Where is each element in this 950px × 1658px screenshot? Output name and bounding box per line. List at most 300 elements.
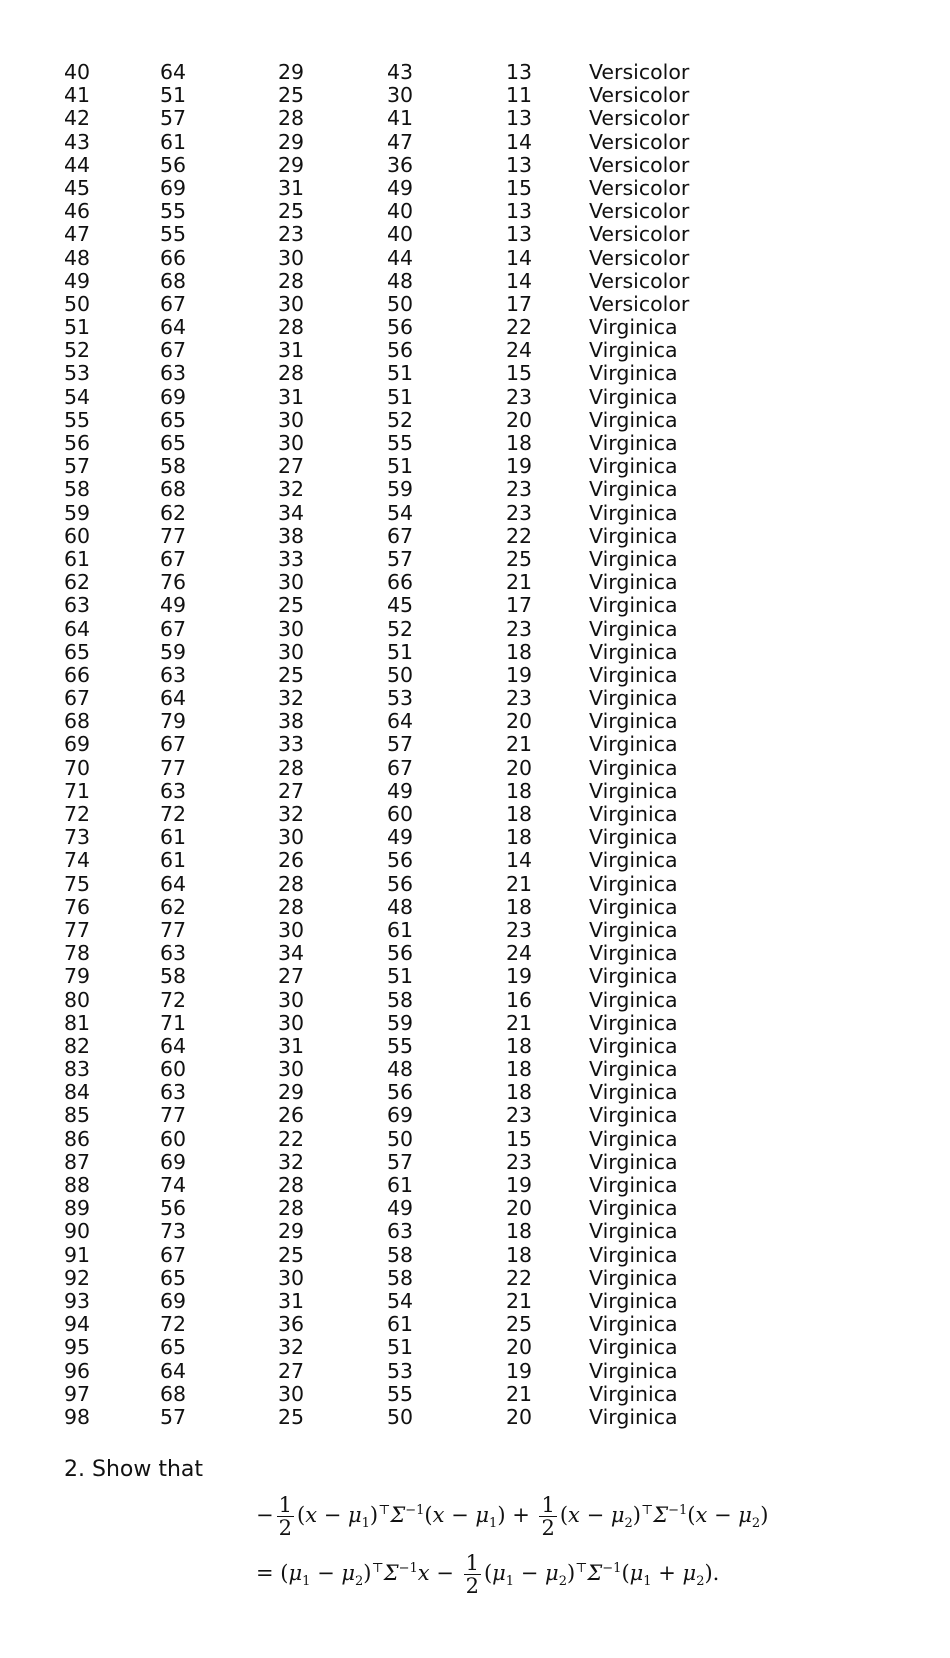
table-cell: 65 [64,639,91,664]
species-cell: Virginica [589,1242,678,1267]
table-cell: 48 [387,894,414,919]
table-row [64,293,864,316]
table-cell: 60 [160,1126,187,1151]
table-cell: 58 [387,1265,414,1290]
table-cell: 63 [160,941,187,966]
table-cell: 55 [387,431,414,455]
table-cell: 76 [160,570,187,595]
table-row [64,733,864,756]
table-cell: 18 [506,825,533,850]
table-cell: 65 [160,1335,187,1360]
table-cell: 22 [506,523,533,548]
table-cell: 20 [506,407,533,432]
table-cell: 34 [278,941,305,966]
table-cell: 84 [64,1080,91,1105]
table-cell: 13 [506,60,533,84]
table-cell: 85 [64,1103,91,1128]
species-cell: Virginica [589,384,678,409]
table-cell: 19 [506,1173,533,1197]
table-cell: 67 [387,755,414,780]
table-cell: 23 [506,1103,533,1128]
table-cell: 28 [278,106,305,131]
species-cell: Versicolor [589,291,690,316]
table-cell: 74 [64,848,91,873]
table-cell: 54 [387,500,414,525]
species-cell: Virginica [589,1312,678,1337]
species-cell: Virginica [589,709,678,734]
table-row [64,1406,864,1429]
table-cell: 29 [278,152,305,177]
table-cell: 33 [278,732,305,757]
species-cell: Virginica [589,523,678,548]
table-cell: 29 [278,1219,305,1244]
table-cell: 23 [278,222,305,247]
table-cell: 64 [160,1358,187,1383]
table-cell: 50 [387,291,414,316]
fraction: $\frac{1}{2}$ [541,1493,555,1540]
table-cell: 80 [64,987,91,1012]
table-row [64,803,864,826]
table-row [64,919,864,942]
table-cell: 66 [64,662,91,687]
table-cell: 21 [506,1010,533,1035]
table-cell: 13 [506,222,533,247]
table-row [64,525,864,548]
table-cell: 30 [278,1010,305,1035]
table-cell: 50 [387,1404,414,1429]
table-cell: 30 [278,825,305,850]
table-row [64,154,864,177]
table-cell: 30 [278,245,305,270]
species-cell: Virginica [589,1103,678,1128]
table-row [64,826,864,849]
species-cell: Virginica [589,686,678,711]
table-cell: 56 [387,338,414,363]
species-cell: Virginica [589,616,678,641]
table-cell: 72 [64,802,91,826]
table-cell: 64 [160,686,187,711]
table-row [64,1383,864,1406]
table-cell: 30 [278,1057,305,1082]
table-cell: 49 [160,593,187,618]
table-row [64,502,864,525]
table-cell: 93 [64,1288,91,1313]
table-cell: 23 [506,686,533,711]
species-cell: Versicolor [589,175,690,200]
table-row [64,989,864,1012]
table-cell: 13 [506,199,533,224]
species-cell: Versicolor [589,245,690,270]
table-cell: 30 [278,1265,305,1290]
table-cell: 40 [387,199,414,224]
table-cell: 51 [160,83,187,108]
table-cell: 28 [278,1196,305,1221]
species-cell: Virginica [589,1149,678,1174]
table-cell: 24 [506,338,533,363]
species-cell: Virginica [589,732,678,757]
table-cell: 57 [160,106,187,131]
species-cell: Virginica [589,848,678,873]
table-row [64,1220,864,1243]
table-cell: 76 [64,894,91,919]
table-cell: 27 [278,778,305,803]
table-cell: 17 [506,593,533,618]
table-cell: 72 [160,1312,187,1337]
table-row [64,432,864,455]
table-cell: 47 [387,129,414,154]
table-cell: 95 [64,1335,91,1360]
species-cell: Virginica [589,1196,678,1221]
table-cell: 30 [278,616,305,641]
table-cell: 18 [506,1219,533,1244]
species-cell: Virginica [589,338,678,363]
species-cell: Virginica [589,315,678,340]
table-cell: 63 [387,1219,414,1244]
table-cell: 65 [160,1265,187,1290]
table-cell: 15 [506,1126,533,1151]
table-cell: 28 [278,361,305,386]
species-cell: Virginica [589,1381,678,1406]
table-cell: 56 [387,1080,414,1105]
table-row [64,316,864,339]
table-cell: 55 [160,222,187,247]
table-cell: 18 [506,431,533,455]
table-cell: 69 [160,1288,187,1313]
table-cell: 25 [506,546,533,571]
table-row [64,107,864,130]
table-row [64,687,864,710]
table-cell: 70 [64,755,91,780]
table-cell: 21 [506,1288,533,1313]
table-cell: 28 [278,871,305,896]
table-cell: 30 [278,639,305,664]
table-cell: 18 [506,894,533,919]
table-cell: 13 [506,106,533,131]
table-cell: 24 [506,941,533,966]
table-cell: 49 [387,825,414,850]
table-cell: 54 [387,1288,414,1313]
table-cell: 28 [278,315,305,340]
table-row [64,780,864,803]
table-cell: 23 [506,384,533,409]
table-cell: 64 [64,616,91,641]
table-cell: 55 [387,1033,414,1058]
table-cell: 51 [387,454,414,479]
table-cell: 30 [278,917,305,942]
table-cell: 49 [387,1196,414,1221]
species-cell: Versicolor [589,106,690,131]
table-cell: 63 [160,778,187,803]
table-cell: 53 [387,1358,414,1383]
species-cell: Versicolor [589,152,690,177]
equation-line-1: − $\frac{1}{2}$ $(x - \mu_1)^⊤\Sigma^{-1}(x - \mu_1)$ + $\frac{1}{2}$ $(x - \mu_2)^⊤\Sigma^{-1}(x - \mu_2)$ [256,1493,769,1540]
table-cell: 21 [506,570,533,595]
table-cell: 43 [387,60,414,84]
species-cell: Versicolor [589,268,690,293]
table-row [64,61,864,84]
table-cell: 59 [160,639,187,664]
table-cell: 20 [506,1196,533,1221]
table-cell: 25 [278,1404,305,1429]
table-cell: 34 [278,500,305,525]
table-cell: 87 [64,1149,91,1174]
table-cell: 67 [160,616,187,641]
table-row [64,362,864,385]
table-cell: 30 [278,1381,305,1406]
table-cell: 57 [387,1149,414,1174]
table-cell: 67 [160,732,187,757]
table-cell: 69 [160,384,187,409]
table-cell: 64 [160,60,187,84]
table-cell: 82 [64,1033,91,1058]
table-cell: 68 [160,477,187,502]
table-cell: 27 [278,454,305,479]
table-cell: 51 [387,1335,414,1360]
table-cell: 13 [506,152,533,177]
species-cell: Versicolor [589,199,690,224]
table-cell: 44 [387,245,414,270]
table-cell: 98 [64,1404,91,1429]
table-cell: 15 [506,361,533,386]
table-cell: 18 [506,778,533,803]
table-cell: 51 [64,315,91,340]
table-cell: 18 [506,1242,533,1267]
table-cell: 69 [64,732,91,757]
table-cell: 18 [506,802,533,826]
table-cell: 46 [64,199,91,224]
table-cell: 22 [506,315,533,340]
table-cell: 55 [160,199,187,224]
table-cell: 50 [64,291,91,316]
table-cell: 26 [278,1103,305,1128]
table-cell: 58 [160,964,187,989]
table-cell: 67 [387,523,414,548]
table-cell: 52 [387,407,414,432]
table-cell: 43 [64,129,91,154]
table-cell: 62 [64,570,91,595]
table-row [64,1313,864,1336]
table-cell: 91 [64,1242,91,1267]
table-cell: 63 [160,361,187,386]
table-cell: 56 [387,315,414,340]
table-cell: 92 [64,1265,91,1290]
table-cell: 56 [387,848,414,873]
table-cell: 60 [160,1057,187,1082]
table-row [64,455,864,478]
table-cell: 68 [64,709,91,734]
table-row [64,1035,864,1058]
table-cell: 23 [506,1149,533,1174]
table-cell: 64 [160,315,187,340]
table-cell: 68 [160,1381,187,1406]
table-cell: 81 [64,1010,91,1035]
table-row [64,1058,864,1081]
table-cell: 62 [160,894,187,919]
table-cell: 38 [278,523,305,548]
table-cell: 14 [506,268,533,293]
table-row [64,1012,864,1035]
species-cell: Virginica [589,1219,678,1244]
species-cell: Virginica [589,639,678,664]
table-cell: 67 [64,686,91,711]
table-cell: 32 [278,1149,305,1174]
table-cell: 40 [387,222,414,247]
table-row [64,1290,864,1313]
table-row [64,200,864,223]
table-cell: 48 [387,1057,414,1082]
table-cell: 62 [160,500,187,525]
table-row [64,548,864,571]
table-cell: 61 [160,825,187,850]
table-cell: 18 [506,639,533,664]
table-cell: 78 [64,941,91,966]
table-cell: 57 [64,454,91,479]
table-cell: 72 [160,802,187,826]
table-cell: 25 [278,83,305,108]
table-row [64,1081,864,1104]
table-cell: 69 [160,1149,187,1174]
table-cell: 52 [64,338,91,363]
species-cell: Virginica [589,662,678,687]
species-cell: Virginica [589,454,678,479]
species-cell: Virginica [589,964,678,989]
table-cell: 23 [506,500,533,525]
table-cell: 64 [387,709,414,734]
table-cell: 23 [506,616,533,641]
species-cell: Virginica [589,1010,678,1035]
table-cell: 44 [64,152,91,177]
iris-data-table [64,61,864,1429]
species-cell: Versicolor [589,222,690,247]
table-cell: 60 [387,802,414,826]
species-cell: Versicolor [589,83,690,108]
table-cell: 97 [64,1381,91,1406]
table-cell: 51 [387,639,414,664]
table-cell: 58 [387,1242,414,1267]
table-cell: 77 [160,755,187,780]
fraction: $\frac{1}{2}$ [278,1493,292,1540]
table-cell: 30 [278,987,305,1012]
species-cell: Virginica [589,1057,678,1082]
table-cell: 74 [160,1173,187,1197]
table-cell: 30 [387,83,414,108]
table-cell: 32 [278,802,305,826]
table-row [64,1197,864,1220]
table-cell: 15 [506,175,533,200]
table-cell: 55 [64,407,91,432]
table-cell: 23 [506,477,533,502]
table-cell: 67 [160,338,187,363]
table-row [64,223,864,246]
table-row [64,1244,864,1267]
table-cell: 61 [387,1173,414,1197]
table-cell: 77 [160,523,187,548]
table-cell: 14 [506,129,533,154]
table-cell: 61 [160,129,187,154]
table-cell: 47 [64,222,91,247]
table-row [64,131,864,154]
table-cell: 38 [278,709,305,734]
table-row [64,710,864,733]
table-cell: 19 [506,662,533,687]
species-cell: Virginica [589,546,678,571]
species-cell: Virginica [589,1404,678,1429]
table-cell: 56 [160,1196,187,1221]
table-cell: 79 [160,709,187,734]
question-text: 2. Show that [64,1457,204,1482]
table-cell: 19 [506,1358,533,1383]
table-cell: 51 [387,384,414,409]
table-cell: 56 [387,941,414,966]
table-row [64,177,864,200]
species-cell: Virginica [589,941,678,966]
table-cell: 27 [278,1358,305,1383]
table-cell: 58 [160,454,187,479]
species-cell: Virginica [589,570,678,595]
table-cell: 64 [160,871,187,896]
table-cell: 57 [160,1404,187,1429]
table-cell: 61 [64,546,91,571]
table-cell: 30 [278,407,305,432]
table-cell: 49 [387,778,414,803]
table-cell: 53 [64,361,91,386]
table-cell: 61 [387,917,414,942]
table-row [64,664,864,687]
species-cell: Virginica [589,1358,678,1383]
table-cell: 20 [506,709,533,734]
table-cell: 66 [387,570,414,595]
table-cell: 11 [506,83,533,108]
table-cell: 77 [160,917,187,942]
table-cell: 63 [64,593,91,618]
table-cell: 17 [506,291,533,316]
table-cell: 56 [160,152,187,177]
table-cell: 57 [387,546,414,571]
table-cell: 21 [506,871,533,896]
table-row [64,757,864,780]
table-cell: 71 [64,778,91,803]
table-cell: 96 [64,1358,91,1383]
table-cell: 30 [278,570,305,595]
table-cell: 20 [506,1404,533,1429]
species-cell: Virginica [589,1033,678,1058]
table-cell: 60 [64,523,91,548]
table-row [64,478,864,501]
species-cell: Virginica [589,894,678,919]
table-cell: 28 [278,755,305,780]
table-cell: 21 [506,1381,533,1406]
table-cell: 88 [64,1173,91,1197]
table-cell: 14 [506,245,533,270]
table-cell: 57 [387,732,414,757]
species-cell: Virginica [589,1173,678,1197]
table-cell: 51 [387,361,414,386]
table-cell: 25 [278,199,305,224]
species-cell: Versicolor [589,60,690,84]
table-cell: 49 [64,268,91,293]
species-cell: Virginica [589,871,678,896]
fraction: $\frac{1}{2}$ [465,1551,479,1598]
table-cell: 67 [160,546,187,571]
table-cell: 31 [278,338,305,363]
equation-line-2: = $(\mu_1 - \mu_2)^⊤\Sigma^{-1}x$ − $\frac{1}{2}$ $(\mu_1 - \mu_2)^⊤\Sigma^{-1}(\mu_1 + \mu_2)$. [256,1551,720,1598]
table-cell: 21 [506,732,533,757]
species-cell: Virginica [589,431,678,455]
table-cell: 77 [64,917,91,942]
table-cell: 49 [387,175,414,200]
table-cell: 25 [278,1242,305,1267]
table-cell: 90 [64,1219,91,1244]
